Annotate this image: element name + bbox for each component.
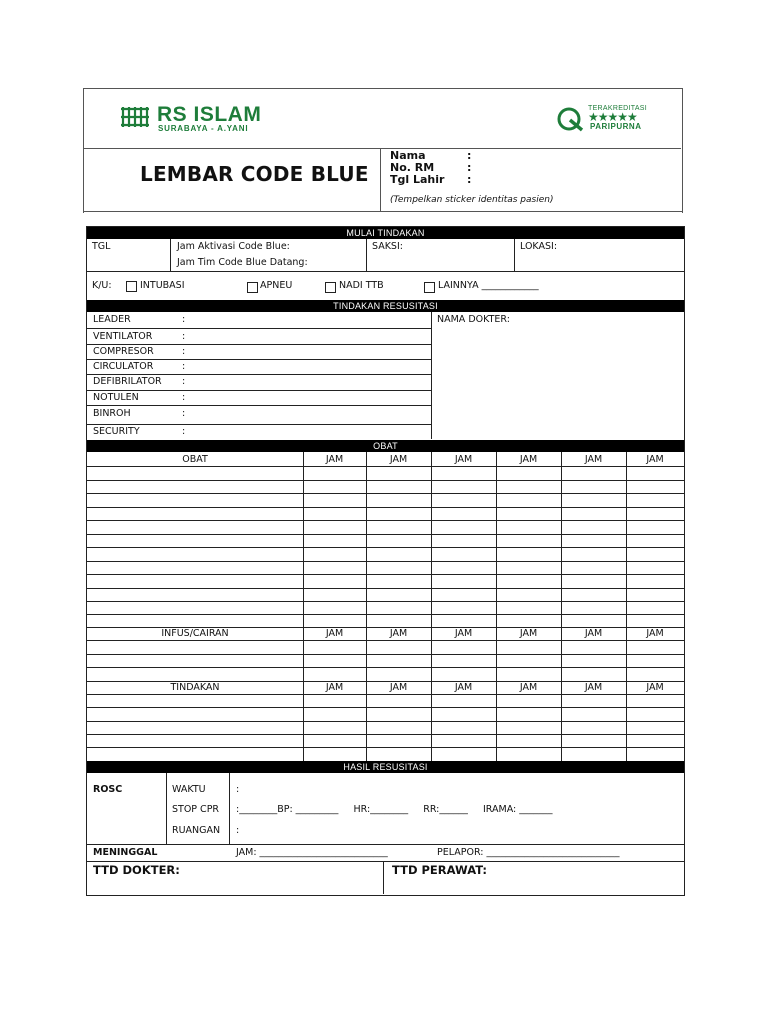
divider — [366, 239, 367, 271]
jam-header: JAM — [454, 682, 473, 693]
jam-header: JAM — [519, 682, 538, 693]
divider — [366, 452, 367, 761]
jam-header: JAM — [519, 454, 538, 465]
pelapor-field: PELAPOR: ____________________________ — [437, 847, 620, 858]
obat-header: OBAT — [182, 454, 208, 465]
header-bottom-line — [83, 211, 683, 212]
divider — [87, 734, 684, 735]
meninggal-label: MENINGGAL — [93, 847, 158, 858]
role-notulen: NOTULEN — [93, 392, 139, 403]
divider — [87, 667, 684, 668]
ruangan-label: RUANGAN — [172, 825, 221, 836]
stop-cpr-vitals: :________BP: _________ HR:________ RR:______ IRAMA: _______ — [236, 804, 553, 815]
role-colon: : — [182, 426, 186, 437]
role-binroh: BINROH — [93, 408, 131, 419]
apneu-label: APNEU — [260, 280, 293, 291]
divider — [87, 547, 684, 548]
divider — [87, 328, 431, 329]
jam-header: JAM — [454, 454, 473, 465]
divider — [87, 480, 684, 481]
section-hasil-resusitasi: HASIL RESUSITASI — [87, 761, 684, 773]
divider — [87, 601, 684, 602]
tgl-label: TGL — [92, 241, 111, 252]
role-colon: : — [182, 314, 186, 325]
role-defibrilator: DEFIBRILATOR — [93, 376, 162, 387]
section-obat: OBAT — [87, 440, 684, 452]
role-colon: : — [182, 376, 186, 387]
patient-rm-label: No. RM — [390, 161, 435, 174]
patient-dob-colon: : — [467, 173, 472, 186]
role-ventilator: VENTILATOR — [93, 331, 153, 342]
divider — [87, 654, 684, 655]
ku-label: K/U: — [92, 280, 112, 291]
divider — [561, 452, 562, 761]
accreditation-stars: ★★★★★ — [588, 110, 637, 124]
lokasi-label: LOKASI: — [520, 241, 558, 252]
divider — [87, 534, 684, 535]
divider — [87, 359, 431, 360]
jam-header: JAM — [584, 454, 603, 465]
section-tindakan-resusitasi: TINDAKAN RESUSITASI — [87, 300, 684, 312]
divider — [87, 390, 431, 391]
divider — [170, 239, 171, 271]
waktu-value: : — [236, 784, 240, 795]
divider — [431, 452, 432, 761]
jam-header: JAM — [519, 628, 538, 639]
divider — [87, 747, 684, 748]
infus-header: INFUS/CAIRAN — [161, 628, 229, 639]
role-colon: : — [182, 408, 186, 419]
role-circulator: CIRCULATOR — [93, 361, 154, 372]
role-colon: : — [182, 392, 186, 403]
patient-name-label: Nama — [390, 149, 426, 162]
jam-header: JAM — [325, 454, 344, 465]
divider — [303, 452, 304, 761]
divider — [87, 466, 684, 467]
accreditation-logo-icon — [556, 106, 586, 132]
hospital-name: RS ISLAM — [157, 103, 262, 126]
role-colon: : — [182, 331, 186, 342]
divider — [229, 773, 230, 844]
role-security: SECURITY — [93, 426, 140, 437]
jam-header: JAM — [454, 628, 473, 639]
patient-dob-label: Tgl Lahir — [390, 173, 445, 186]
accreditation-level: PARIPURNA — [590, 122, 642, 131]
jam-header: JAM — [389, 628, 408, 639]
tindakan-header: TINDAKAN — [170, 682, 220, 693]
divider — [87, 507, 684, 508]
saksi-label: SAKSI: — [372, 241, 403, 252]
divider — [383, 861, 384, 894]
divider — [87, 721, 684, 722]
lainnya-checkbox[interactable] — [424, 282, 435, 293]
lainnya-label: LAINNYA ____________ — [438, 280, 539, 291]
role-compresor: COMPRESOR — [93, 346, 154, 357]
section-mulai-tindakan: MULAI TINDAKAN — [87, 227, 684, 239]
apneu-checkbox[interactable] — [247, 282, 258, 293]
divider — [87, 640, 684, 641]
jam-header: JAM — [646, 454, 664, 465]
rosc-label: ROSC — [93, 784, 123, 795]
role-colon: : — [182, 361, 186, 372]
jam-header: JAM — [646, 682, 664, 693]
intubasi-label: INTUBASI — [140, 280, 185, 291]
divider — [431, 312, 432, 439]
divider — [87, 588, 684, 589]
nadi-ttb-checkbox[interactable] — [325, 282, 336, 293]
divider — [87, 520, 684, 521]
divider — [87, 574, 684, 575]
jam-meninggal-field: JAM: ___________________________ — [236, 847, 388, 858]
form-title: LEMBAR CODE BLUE — [140, 162, 369, 186]
ruangan-value: : — [236, 825, 240, 836]
stop-cpr-label: STOP CPR — [172, 804, 220, 815]
divider — [87, 861, 684, 862]
jam-header: JAM — [325, 628, 344, 639]
nadi-ttb-label: NADI TTB — [339, 280, 384, 291]
divider — [87, 424, 431, 425]
divider — [166, 773, 167, 844]
jam-header: JAM — [389, 454, 408, 465]
divider — [87, 374, 431, 375]
sticker-note: (Tempelkan sticker identitas pasien) — [390, 195, 554, 205]
jam-header: JAM — [646, 628, 664, 639]
hospital-logo-icon — [118, 103, 154, 131]
nama-dokter-label: NAMA DOKTER: — [437, 314, 510, 325]
divider — [514, 239, 515, 271]
jam-tim-label: Jam Tim Code Blue Datang: — [177, 257, 308, 268]
accreditation-label: TERAKREDITASI — [588, 105, 648, 112]
jam-header: JAM — [325, 682, 344, 693]
ttd-dokter-label: TTD DOKTER: — [93, 863, 180, 877]
divider — [87, 694, 684, 695]
divider — [87, 614, 684, 615]
jam-header: JAM — [584, 628, 603, 639]
ttd-perawat-label: TTD PERAWAT: — [392, 863, 488, 877]
divider — [87, 844, 684, 845]
divider — [87, 561, 684, 562]
divider — [87, 707, 684, 708]
jam-header: JAM — [584, 682, 603, 693]
header-vertical-divider — [380, 148, 381, 212]
divider — [626, 452, 627, 761]
divider — [87, 405, 431, 406]
role-leader: LEADER — [93, 314, 131, 325]
jam-aktivasi-label: Jam Aktivasi Code Blue: — [177, 241, 290, 252]
role-colon: : — [182, 346, 186, 357]
divider — [87, 344, 431, 345]
intubasi-checkbox[interactable] — [126, 281, 137, 292]
header-divider — [83, 148, 681, 149]
patient-name-colon: : — [467, 149, 472, 162]
hospital-subname: SURABAYA - A.YANI — [158, 124, 249, 133]
waktu-label: WAKTU — [172, 784, 206, 795]
divider — [87, 271, 684, 272]
divider — [496, 452, 497, 761]
patient-rm-colon: : — [467, 161, 472, 174]
jam-header: JAM — [389, 682, 408, 693]
divider — [87, 493, 684, 494]
